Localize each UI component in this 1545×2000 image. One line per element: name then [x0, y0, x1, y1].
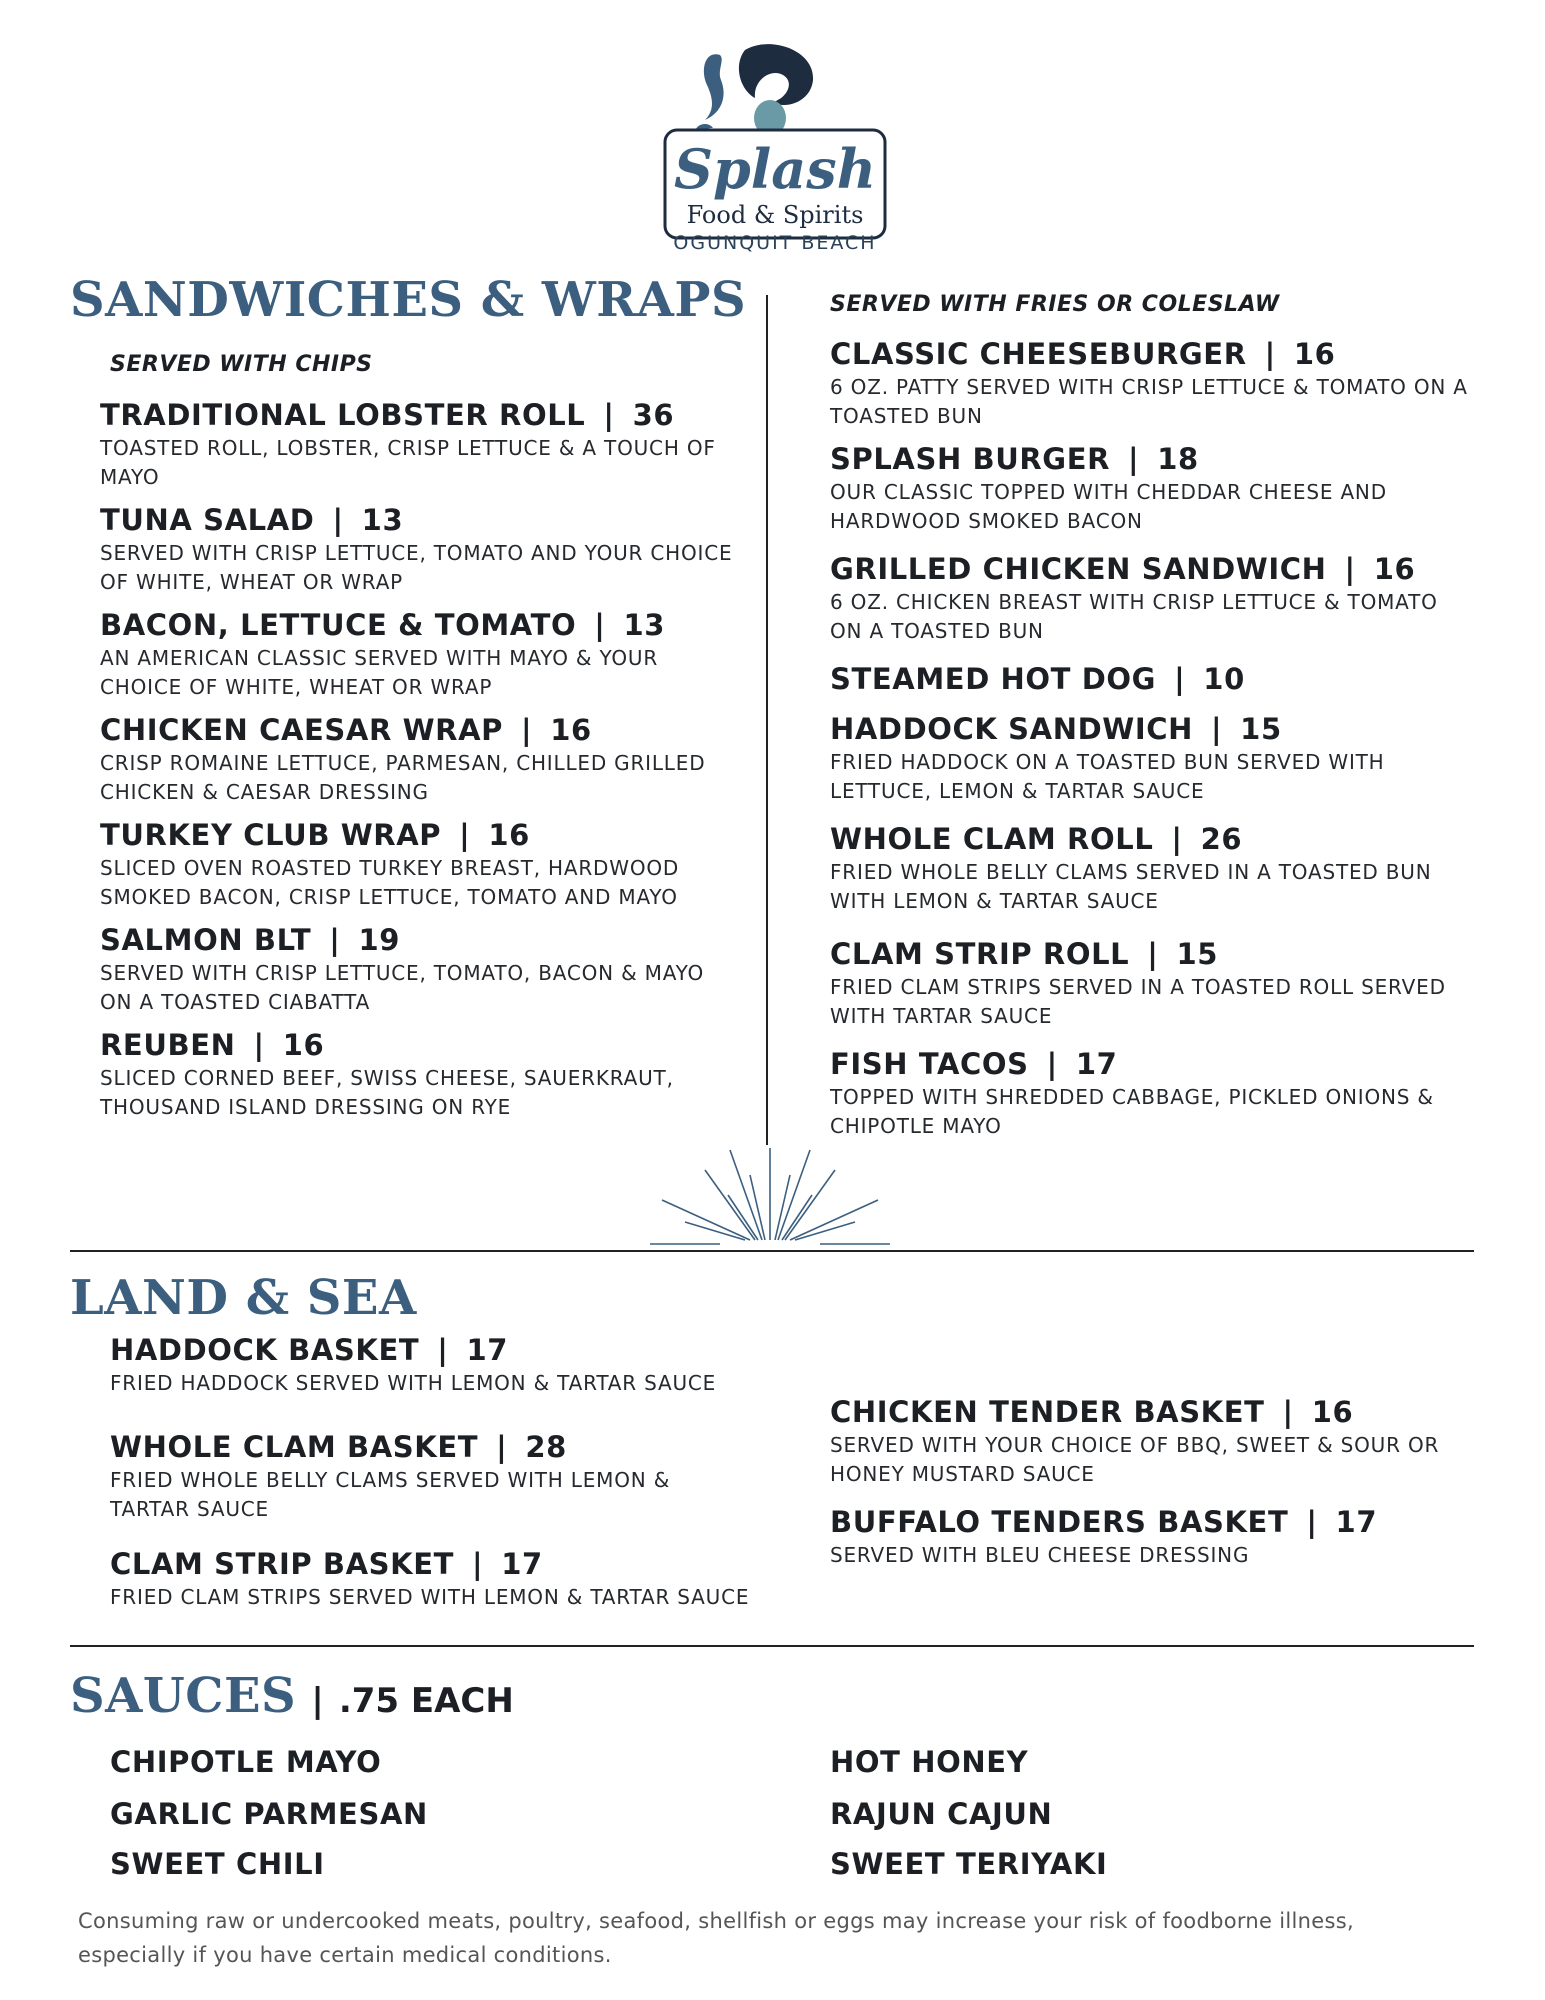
svg-text:Splash: Splash — [674, 137, 876, 201]
menu-item: GRILLED CHICKEN SANDWICH | 16 6 OZ. CHICKEN BREAST WITH CRISP LETTUCE & TOMATO ON A TOASTED BUN — [830, 552, 1470, 646]
item-name: GRILLED CHICKEN SANDWICH — [830, 552, 1327, 586]
item-name: TURKEY CLUB WRAP — [100, 818, 442, 852]
menu-item: WHOLE CLAM ROLL | 26 FRIED WHOLE BELLY CLAMS SERVED IN A TOASTED BUN WITH LEMON & TARTAR SAUCE — [830, 822, 1470, 916]
sunburst-ornament — [650, 1140, 890, 1250]
item-description: FRIED HADDOCK SERVED WITH LEMON & TARTAR SAUCE — [110, 1371, 717, 1395]
item-price: 17 — [1075, 1047, 1118, 1081]
item-price: 18 — [1157, 442, 1199, 476]
menu-item: HADDOCK SANDWICH | 15 FRIED HADDOCK ON A TOASTED BUN SERVED WITH LETTUCE, LEMON & TARTAR SAUCE — [830, 712, 1470, 806]
item-price: 13 — [361, 503, 404, 537]
column-divider — [766, 295, 768, 1145]
logo-location: OGUNQUIT BEACH — [673, 232, 877, 254]
sauce-item: SWEET TERIYAKI — [830, 1847, 1108, 1881]
sauce-item: RAJUN CAJUN — [830, 1797, 1053, 1831]
item-price: 16 — [550, 713, 592, 747]
item-description: FRIED HADDOCK ON A TOASTED BUN SERVED WITH LETTUCE, LEMON & TARTAR SAUCE — [830, 750, 1385, 803]
item-price: 36 — [632, 398, 675, 432]
item-description: SLICED CORNED BEEF, SWISS CHEESE, SAUERKRAUT, THOUSAND ISLAND DRESSING ON RYE — [100, 1066, 674, 1119]
item-name: CHICKEN TENDER BASKET — [830, 1395, 1265, 1429]
item-description: 6 OZ. CHICKEN BREAST WITH CRISP LETTUCE & TOMATO ON A TOASTED BUN — [830, 590, 1438, 643]
item-name: STEAMED HOT DOG — [830, 662, 1157, 696]
item-price: 28 — [525, 1430, 567, 1464]
item-price: 13 — [623, 608, 665, 642]
menu-item: CLASSIC CHEESEBURGER | 16 6 OZ. PATTY SERVED WITH CRISP LETTUCE & TOMATO ON A TOASTED BUN — [830, 337, 1470, 431]
item-name: SALMON BLT — [100, 923, 312, 957]
item-description: SERVED WITH BLEU CHEESE DRESSING — [830, 1543, 1250, 1567]
item-name: BACON, LETTUCE & TOMATO — [100, 608, 577, 642]
item-description: SERVED WITH CRISP LETTUCE, TOMATO AND YOUR CHOICE OF WHITE, WHEAT OR WRAP — [100, 541, 733, 594]
item-price: 15 — [1240, 712, 1282, 746]
menu-item: CLAM STRIP ROLL | 15 FRIED CLAM STRIPS SERVED IN A TOASTED ROLL SERVED WITH TARTAR SAUCE — [830, 937, 1470, 1031]
menu-item: CLAM STRIP BASKET | 17 FRIED CLAM STRIPS SERVED WITH LEMON & TARTAR SAUCE — [110, 1547, 750, 1612]
item-description: TOPPED WITH SHREDDED CABBAGE, PICKLED ONIONS & CHIPOTLE MAYO — [830, 1085, 1434, 1138]
item-name: TUNA SALAD — [100, 503, 315, 537]
menu-item: SALMON BLT | 19 SERVED WITH CRISP LETTUCE, TOMATO, BACON & MAYO ON A TOASTED CIABATTA — [100, 923, 740, 1017]
menu-item: BACON, LETTUCE & TOMATO | 13 AN AMERICAN CLASSIC SERVED WITH MAYO & YOUR CHOICE OF WHITE, WHEAT OR WRAP — [100, 608, 740, 702]
logo — [655, 40, 895, 255]
sauce-item: HOT HONEY — [830, 1745, 1029, 1779]
item-description: SLICED OVEN ROASTED TURKEY BREAST, HARDWOOD SMOKED BACON, CRISP LETTUCE, TOMATO AND MAYO — [100, 856, 680, 909]
item-name: CHICKEN CAESAR WRAP — [100, 713, 503, 747]
sauce-item: SWEET CHILI — [110, 1847, 325, 1881]
item-description: CRISP ROMAINE LETTUCE, PARMESAN, CHILLED GRILLED CHICKEN & CAESAR DRESSING — [100, 751, 706, 804]
item-description: SERVED WITH YOUR CHOICE OF BBQ, SWEET & SOUR OR HONEY MUSTARD SAUCE — [830, 1433, 1440, 1486]
item-name: TRADITIONAL LOBSTER ROLL — [100, 398, 586, 432]
food-safety-disclaimer: Consuming raw or undercooked meats, poultry, seafood, shellfish or eggs may increase your risk of foodborne illness, especially if you have certain medical conditions. — [78, 1909, 1354, 1967]
item-name: WHOLE CLAM BASKET — [110, 1430, 479, 1464]
menu-item: FISH TACOS | 17 TOPPED WITH SHREDDED CABBAGE, PICKLED ONIONS & CHIPOTLE MAYO — [830, 1047, 1470, 1141]
item-price: 17 — [466, 1333, 509, 1367]
svg-text:Food & Spirits: Food & Spirits — [686, 201, 864, 229]
item-name: CLASSIC CHEESEBURGER — [830, 337, 1247, 371]
item-description: SERVED WITH CRISP LETTUCE, TOMATO, BACON & MAYO ON A TOASTED CIABATTA — [100, 961, 705, 1014]
menu-item: REUBEN | 16 SLICED CORNED BEEF, SWISS CHEESE, SAUERKRAUT, THOUSAND ISLAND DRESSING ON RYE — [100, 1028, 740, 1122]
item-description: FRIED CLAM STRIPS SERVED WITH LEMON & TARTAR SAUCE — [110, 1585, 750, 1609]
item-price: 19 — [358, 923, 401, 957]
item-price: 15 — [1176, 937, 1219, 971]
menu-item: WHOLE CLAM BASKET | 28 FRIED WHOLE BELLY CLAMS SERVED WITH LEMON & TARTAR SAUCE — [110, 1430, 750, 1524]
section-title-land-sea: LAND & SEA — [70, 1270, 417, 1326]
item-name: CLAM STRIP BASKET — [110, 1547, 454, 1581]
item-price: 16 — [1373, 552, 1416, 586]
item-name: SPLASH BURGER — [830, 442, 1111, 476]
item-price: 16 — [1293, 337, 1336, 371]
item-price: 16 — [282, 1028, 325, 1062]
item-description: TOASTED ROLL, LOBSTER, CRISP LETTUCE & A TOUCH OF MAYO — [100, 436, 716, 489]
item-name: CLAM STRIP ROLL — [830, 937, 1130, 971]
sunburst-icon — [650, 1140, 890, 1250]
sauce-item: CHIPOTLE MAYO — [110, 1745, 382, 1779]
item-description: OUR CLASSIC TOPPED WITH CHEDDAR CHEESE AND HARDWOOD SMOKED BACON — [830, 480, 1387, 533]
item-price: 17 — [501, 1547, 543, 1581]
menu-item: CHICKEN CAESAR WRAP | 16 CRISP ROMAINE LETTUCE, PARMESAN, CHILLED GRILLED CHICKEN & CAESAR DRESSING — [100, 713, 740, 807]
menu-item: TRADITIONAL LOBSTER ROLL | 36 TOASTED ROLL, LOBSTER, CRISP LETTUCE & A TOUCH OF MAYO — [100, 398, 740, 492]
section-divider — [70, 1250, 1474, 1252]
item-description: FRIED WHOLE BELLY CLAMS SERVED IN A TOASTED BUN WITH LEMON & TARTAR SAUCE — [830, 860, 1432, 913]
menu-item: BUFFALO TENDERS BASKET | 17 SERVED WITH BLEU CHEESE DRESSING — [830, 1505, 1470, 1570]
section-title-sandwiches: SANDWICHES & WRAPS — [70, 272, 747, 328]
item-price: 16 — [1311, 1395, 1354, 1429]
item-name: BUFFALO TENDERS BASKET — [830, 1505, 1289, 1539]
menu-item: TUNA SALAD | 13 SERVED WITH CRISP LETTUCE, TOMATO AND YOUR CHOICE OF WHITE, WHEAT OR WRAP — [100, 503, 740, 597]
item-description: FRIED CLAM STRIPS SERVED IN A TOASTED ROLL SERVED WITH TARTAR SAUCE — [830, 975, 1446, 1028]
item-price: 17 — [1335, 1505, 1378, 1539]
section-title-sauces: SAUCES — [70, 1668, 297, 1724]
menu-item: SPLASH BURGER | 18 OUR CLASSIC TOPPED WITH CHEDDAR CHEESE AND HARDWOOD SMOKED BACON — [830, 442, 1470, 536]
menu-item: TURKEY CLUB WRAP | 16 SLICED OVEN ROASTED TURKEY BREAST, HARDWOOD SMOKED BACON, CRISP LETTUCE, TOMATO AND MAYO — [100, 818, 740, 912]
section-divider — [70, 1645, 1474, 1647]
menu-item: STEAMED HOT DOG | 10 — [830, 662, 1245, 696]
item-description: AN AMERICAN CLASSIC SERVED WITH MAYO & YOUR CHOICE OF WHITE, WHEAT OR WRAP — [100, 646, 659, 699]
menu-item: HADDOCK BASKET | 17 FRIED HADDOCK SERVED WITH LEMON & TARTAR SAUCE — [110, 1333, 750, 1398]
item-price: 10 — [1203, 662, 1245, 696]
subtitle-served-with-chips: SERVED WITH CHIPS — [110, 352, 373, 377]
subtitle-served-with-fries: SERVED WITH FRIES OR COLESLAW — [830, 292, 1280, 317]
item-name: WHOLE CLAM ROLL — [830, 822, 1154, 856]
menu-item: CHICKEN TENDER BASKET | 16 SERVED WITH YOUR CHOICE OF BBQ, SWEET & SOUR OR HONEY MUSTARD SAUCE — [830, 1395, 1470, 1489]
item-price: 26 — [1200, 822, 1243, 856]
item-price: 16 — [488, 818, 530, 852]
sauces-price: .75 EACH — [338, 1681, 514, 1721]
item-description: FRIED WHOLE BELLY CLAMS SERVED WITH LEMON & TARTAR SAUCE — [110, 1468, 671, 1521]
sauce-item: GARLIC PARMESAN — [110, 1797, 428, 1831]
item-name: HADDOCK SANDWICH — [830, 712, 1193, 746]
item-name: HADDOCK BASKET — [110, 1333, 420, 1367]
item-name: FISH TACOS — [830, 1047, 1029, 1081]
item-description: 6 OZ. PATTY SERVED WITH CRISP LETTUCE & TOMATO ON A TOASTED BUN — [830, 375, 1468, 428]
item-name: REUBEN — [100, 1028, 236, 1062]
splash-logo-icon — [655, 40, 895, 240]
sauces-heading: SAUCES | .75 EACH — [70, 1668, 514, 1724]
